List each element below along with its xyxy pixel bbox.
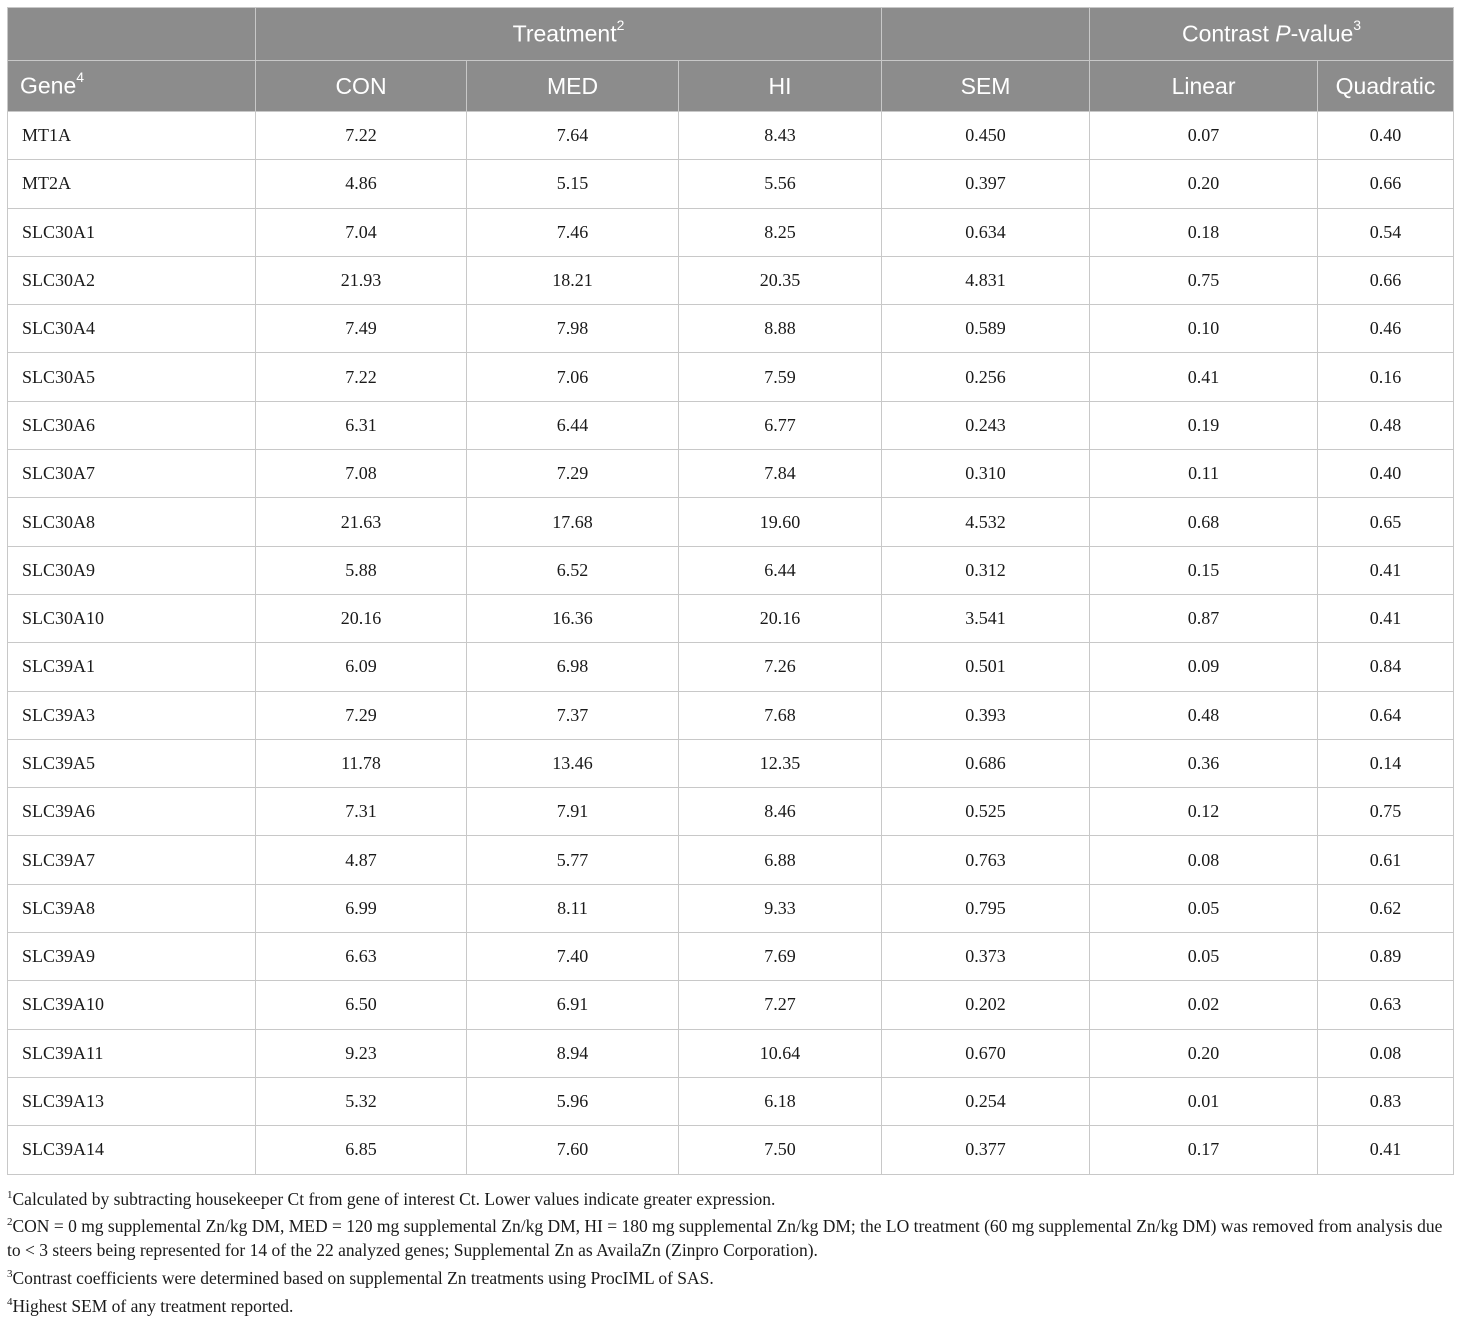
hi-cell: 7.27 bbox=[679, 981, 882, 1029]
quadratic-column-header: Quadratic bbox=[1318, 61, 1454, 112]
gene-cell: SLC30A9 bbox=[8, 546, 256, 594]
quadratic-cell: 0.61 bbox=[1318, 836, 1454, 884]
table-container bbox=[7, 7, 1453, 1318]
hi-cell: 12.35 bbox=[679, 739, 882, 787]
quadratic-cell: 0.08 bbox=[1318, 1029, 1454, 1077]
linear-cell: 0.18 bbox=[1090, 208, 1318, 256]
med-cell: 7.98 bbox=[467, 305, 679, 353]
table-row bbox=[8, 836, 1454, 884]
med-cell: 18.21 bbox=[467, 256, 679, 304]
med-cell: 7.37 bbox=[467, 691, 679, 739]
table-row bbox=[8, 160, 1454, 208]
hi-cell: 19.60 bbox=[679, 498, 882, 546]
linear-cell: 0.05 bbox=[1090, 884, 1318, 932]
sem-cell: 4.532 bbox=[882, 498, 1090, 546]
con-cell: 7.29 bbox=[256, 691, 467, 739]
footnote-mark: 4 bbox=[7, 1296, 13, 1309]
con-cell: 7.22 bbox=[256, 353, 467, 401]
linear-cell: 0.12 bbox=[1090, 788, 1318, 836]
footnote-mark: 2 bbox=[7, 1216, 13, 1229]
sem-cell: 4.831 bbox=[882, 256, 1090, 304]
sem-cell: 0.256 bbox=[882, 353, 1090, 401]
med-cell: 7.06 bbox=[467, 353, 679, 401]
linear-cell: 0.15 bbox=[1090, 546, 1318, 594]
footnote-text: Contrast coefficients were determined based on supplemental Zn treatments using ProcIML of SAS. bbox=[12, 1268, 714, 1289]
sem-cell: 0.450 bbox=[882, 112, 1090, 160]
med-cell: 16.36 bbox=[467, 594, 679, 642]
table-row bbox=[8, 643, 1454, 691]
gene-cell: SLC39A8 bbox=[8, 884, 256, 932]
med-cell: 8.94 bbox=[467, 1029, 679, 1077]
quadratic-cell: 0.64 bbox=[1318, 691, 1454, 739]
header-empty-cell bbox=[882, 8, 1090, 61]
quadratic-cell: 0.40 bbox=[1318, 112, 1454, 160]
med-cell: 8.11 bbox=[467, 884, 679, 932]
med-cell: 7.91 bbox=[467, 788, 679, 836]
footnotes bbox=[7, 1183, 1453, 1318]
med-column-header: MED bbox=[467, 61, 679, 112]
quadratic-cell: 0.84 bbox=[1318, 643, 1454, 691]
hi-cell: 8.25 bbox=[679, 208, 882, 256]
quadratic-cell: 0.75 bbox=[1318, 788, 1454, 836]
linear-cell: 0.09 bbox=[1090, 643, 1318, 691]
treatment-header: Treatment$^2$ bbox=[256, 8, 882, 61]
table-row bbox=[8, 353, 1454, 401]
contrast-header: Contrast P-value$^3$ bbox=[1090, 8, 1454, 61]
quadratic-cell: 0.41 bbox=[1318, 594, 1454, 642]
con-cell: 9.23 bbox=[256, 1029, 467, 1077]
con-cell: 6.31 bbox=[256, 401, 467, 449]
linear-cell: 0.10 bbox=[1090, 305, 1318, 353]
sem-cell: 0.243 bbox=[882, 401, 1090, 449]
con-cell: 5.32 bbox=[256, 1077, 467, 1125]
table-row bbox=[8, 1029, 1454, 1077]
footnote-text: Calculated by subtracting housekeeper Ct from gene of interest Ct. Lower values indicate greater expression. bbox=[12, 1188, 776, 1209]
gene-cell: SLC30A4 bbox=[8, 305, 256, 353]
gene-cell: SLC39A13 bbox=[8, 1077, 256, 1125]
med-cell: 6.44 bbox=[467, 401, 679, 449]
sem-cell: 0.634 bbox=[882, 208, 1090, 256]
med-cell: 7.46 bbox=[467, 208, 679, 256]
quadratic-cell: 0.66 bbox=[1318, 160, 1454, 208]
hi-cell: 6.88 bbox=[679, 836, 882, 884]
gene-column-header: Gene$^4$ bbox=[8, 61, 256, 112]
linear-cell: 0.19 bbox=[1090, 401, 1318, 449]
hi-cell: 20.16 bbox=[679, 594, 882, 642]
footnote-text: Highest SEM of any treatment reported. bbox=[12, 1295, 294, 1316]
footnote-text: CON = 0 mg supplemental Zn/kg DM, MED = 120 mg supplemental Zn/kg DM, HI = 180 mg supplemental Zn/kg DM; the LO treatment (60 mg supplemental Zn/kg DM) was removed from analysis due to < 3 steers being represented for 14 of the 22 analyzed genes; Supplemental Zn as AvailaZn (Zinpro Corporation). bbox=[7, 1216, 1443, 1261]
sem-cell: 0.202 bbox=[882, 981, 1090, 1029]
quadratic-cell: 0.89 bbox=[1318, 933, 1454, 981]
sem-cell: 0.310 bbox=[882, 450, 1090, 498]
con-column-header: CON bbox=[256, 61, 467, 112]
table-row bbox=[8, 401, 1454, 449]
hi-cell: 7.68 bbox=[679, 691, 882, 739]
gene-cell: SLC30A1 bbox=[8, 208, 256, 256]
med-cell: 17.68 bbox=[467, 498, 679, 546]
con-cell: 7.49 bbox=[256, 305, 467, 353]
con-cell: 20.16 bbox=[256, 594, 467, 642]
med-cell: 7.40 bbox=[467, 933, 679, 981]
quadratic-cell: 0.14 bbox=[1318, 739, 1454, 787]
sem-cell: 0.763 bbox=[882, 836, 1090, 884]
table-row bbox=[8, 305, 1454, 353]
linear-cell: 0.08 bbox=[1090, 836, 1318, 884]
linear-cell: 0.75 bbox=[1090, 256, 1318, 304]
med-cell: 6.52 bbox=[467, 546, 679, 594]
hi-cell: 7.84 bbox=[679, 450, 882, 498]
quadratic-cell: 0.63 bbox=[1318, 981, 1454, 1029]
hi-cell: 7.26 bbox=[679, 643, 882, 691]
med-cell: 7.64 bbox=[467, 112, 679, 160]
sem-cell: 0.501 bbox=[882, 643, 1090, 691]
con-cell: 7.31 bbox=[256, 788, 467, 836]
table-row bbox=[8, 594, 1454, 642]
con-cell: 21.63 bbox=[256, 498, 467, 546]
sem-column-header: SEM bbox=[882, 61, 1090, 112]
gene-cell: SLC39A1 bbox=[8, 643, 256, 691]
table-row bbox=[8, 884, 1454, 932]
table-row bbox=[8, 739, 1454, 787]
con-cell: 6.50 bbox=[256, 981, 467, 1029]
hi-cell: 7.69 bbox=[679, 933, 882, 981]
linear-cell: 0.11 bbox=[1090, 450, 1318, 498]
linear-cell: 0.20 bbox=[1090, 160, 1318, 208]
linear-cell: 0.41 bbox=[1090, 353, 1318, 401]
table-row bbox=[8, 546, 1454, 594]
footnote bbox=[7, 1262, 1453, 1290]
sem-cell: 0.525 bbox=[882, 788, 1090, 836]
con-cell: 11.78 bbox=[256, 739, 467, 787]
con-cell: 7.04 bbox=[256, 208, 467, 256]
linear-cell: 0.87 bbox=[1090, 594, 1318, 642]
linear-cell: 0.05 bbox=[1090, 933, 1318, 981]
gene-cell: SLC39A5 bbox=[8, 739, 256, 787]
gene-cell: SLC39A11 bbox=[8, 1029, 256, 1077]
con-cell: 4.87 bbox=[256, 836, 467, 884]
quadratic-cell: 0.40 bbox=[1318, 450, 1454, 498]
table-row bbox=[8, 498, 1454, 546]
quadratic-cell: 0.66 bbox=[1318, 256, 1454, 304]
hi-cell: 6.77 bbox=[679, 401, 882, 449]
hi-cell: 8.46 bbox=[679, 788, 882, 836]
gene-cell: SLC39A10 bbox=[8, 981, 256, 1029]
gene-cell: SLC30A8 bbox=[8, 498, 256, 546]
hi-cell: 5.56 bbox=[679, 160, 882, 208]
footnote bbox=[7, 1290, 1453, 1318]
footnote-mark: 1 bbox=[7, 1188, 13, 1201]
quadratic-cell: 0.41 bbox=[1318, 546, 1454, 594]
table-row bbox=[8, 933, 1454, 981]
hi-column-header: HI bbox=[679, 61, 882, 112]
footnote bbox=[7, 1210, 1453, 1262]
footnote bbox=[7, 1183, 1453, 1211]
sem-cell: 0.254 bbox=[882, 1077, 1090, 1125]
header-row-group bbox=[8, 8, 1454, 61]
linear-cell: 0.20 bbox=[1090, 1029, 1318, 1077]
hi-cell: 7.50 bbox=[679, 1126, 882, 1174]
con-cell: 5.88 bbox=[256, 546, 467, 594]
hi-cell: 6.44 bbox=[679, 546, 882, 594]
table-row bbox=[8, 256, 1454, 304]
linear-cell: 0.01 bbox=[1090, 1077, 1318, 1125]
linear-cell: 0.68 bbox=[1090, 498, 1318, 546]
gene-cell: SLC30A7 bbox=[8, 450, 256, 498]
con-cell: 4.86 bbox=[256, 160, 467, 208]
table-row bbox=[8, 112, 1454, 160]
gene-cell: SLC39A9 bbox=[8, 933, 256, 981]
gene-cell: SLC30A5 bbox=[8, 353, 256, 401]
hi-cell: 9.33 bbox=[679, 884, 882, 932]
linear-column-header: Linear bbox=[1090, 61, 1318, 112]
hi-cell: 10.64 bbox=[679, 1029, 882, 1077]
table-body bbox=[8, 112, 1454, 1175]
header-empty-cell bbox=[8, 8, 256, 61]
hi-cell: 8.88 bbox=[679, 305, 882, 353]
table-row bbox=[8, 450, 1454, 498]
gene-expression-table bbox=[7, 7, 1454, 1175]
quadratic-cell: 0.54 bbox=[1318, 208, 1454, 256]
con-cell: 7.08 bbox=[256, 450, 467, 498]
table-row bbox=[8, 691, 1454, 739]
sem-cell: 0.795 bbox=[882, 884, 1090, 932]
gene-cell: MT1A bbox=[8, 112, 256, 160]
hi-cell: 7.59 bbox=[679, 353, 882, 401]
table-row bbox=[8, 1077, 1454, 1125]
linear-cell: 0.17 bbox=[1090, 1126, 1318, 1174]
sem-cell: 0.393 bbox=[882, 691, 1090, 739]
table-row bbox=[8, 788, 1454, 836]
gene-cell: SLC30A6 bbox=[8, 401, 256, 449]
quadratic-cell: 0.83 bbox=[1318, 1077, 1454, 1125]
med-cell: 5.15 bbox=[467, 160, 679, 208]
hi-cell: 8.43 bbox=[679, 112, 882, 160]
linear-cell: 0.48 bbox=[1090, 691, 1318, 739]
con-cell: 6.85 bbox=[256, 1126, 467, 1174]
linear-cell: 0.07 bbox=[1090, 112, 1318, 160]
sem-cell: 0.312 bbox=[882, 546, 1090, 594]
gene-cell: MT2A bbox=[8, 160, 256, 208]
sem-cell: 0.377 bbox=[882, 1126, 1090, 1174]
sem-cell: 0.589 bbox=[882, 305, 1090, 353]
med-cell: 7.29 bbox=[467, 450, 679, 498]
sem-cell: 0.686 bbox=[882, 739, 1090, 787]
footnote-mark: 3 bbox=[7, 1268, 13, 1281]
sem-cell: 0.397 bbox=[882, 160, 1090, 208]
hi-cell: 20.35 bbox=[679, 256, 882, 304]
con-cell: 6.09 bbox=[256, 643, 467, 691]
quadratic-cell: 0.65 bbox=[1318, 498, 1454, 546]
con-cell: 6.99 bbox=[256, 884, 467, 932]
linear-cell: 0.36 bbox=[1090, 739, 1318, 787]
hi-cell: 6.18 bbox=[679, 1077, 882, 1125]
con-cell: 6.63 bbox=[256, 933, 467, 981]
sem-cell: 0.670 bbox=[882, 1029, 1090, 1077]
table-row bbox=[8, 208, 1454, 256]
med-cell: 13.46 bbox=[467, 739, 679, 787]
con-cell: 7.22 bbox=[256, 112, 467, 160]
gene-cell: SLC30A10 bbox=[8, 594, 256, 642]
med-cell: 6.91 bbox=[467, 981, 679, 1029]
quadratic-cell: 0.16 bbox=[1318, 353, 1454, 401]
con-cell: 21.93 bbox=[256, 256, 467, 304]
header-row-columns bbox=[8, 61, 1454, 112]
linear-cell: 0.02 bbox=[1090, 981, 1318, 1029]
table-row bbox=[8, 981, 1454, 1029]
gene-cell: SLC30A2 bbox=[8, 256, 256, 304]
sem-cell: 3.541 bbox=[882, 594, 1090, 642]
med-cell: 6.98 bbox=[467, 643, 679, 691]
quadratic-cell: 0.46 bbox=[1318, 305, 1454, 353]
sem-cell: 0.373 bbox=[882, 933, 1090, 981]
quadratic-cell: 0.62 bbox=[1318, 884, 1454, 932]
quadratic-cell: 0.48 bbox=[1318, 401, 1454, 449]
gene-cell: SLC39A7 bbox=[8, 836, 256, 884]
med-cell: 7.60 bbox=[467, 1126, 679, 1174]
gene-cell: SLC39A14 bbox=[8, 1126, 256, 1174]
gene-cell: SLC39A3 bbox=[8, 691, 256, 739]
table-row bbox=[8, 1126, 1454, 1174]
med-cell: 5.77 bbox=[467, 836, 679, 884]
quadratic-cell: 0.41 bbox=[1318, 1126, 1454, 1174]
med-cell: 5.96 bbox=[467, 1077, 679, 1125]
gene-cell: SLC39A6 bbox=[8, 788, 256, 836]
